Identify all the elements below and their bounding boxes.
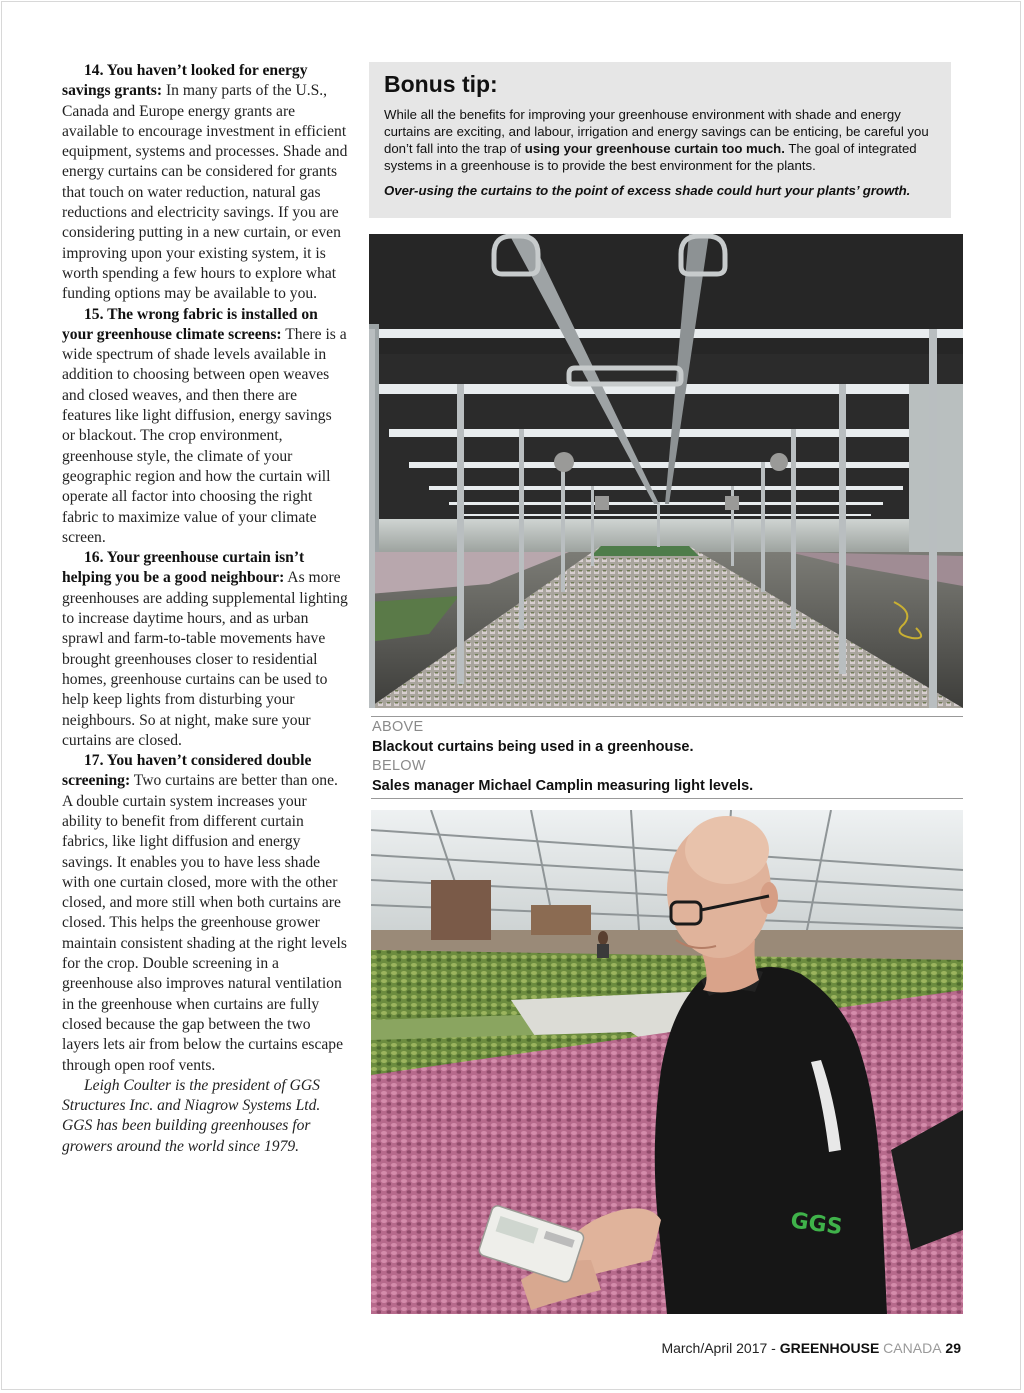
item-16-text: As more greenhouses are adding supplemental lighting to increase daytime hours, and as urban sprawl and farm-to-table movements have brought greenhouses closer to residential homes, greenhouse curtains can be used to help keep lights from disturbing your neighbours. So at night, make sure your curtains are closed. xyxy=(62,569,348,749)
caption-below-label: BELOW xyxy=(372,758,426,774)
photo-blackout-curtains xyxy=(369,234,963,708)
item-17-heading: 17. You haven’t considered double screening: xyxy=(62,752,312,790)
footer-country: CANADA xyxy=(879,1340,942,1356)
page-number: 29 xyxy=(941,1340,961,1356)
footer-issue: March/April 2017 - xyxy=(661,1340,780,1356)
bonus-tip-body-part2: The goal of integrated systems in a greenhouse is to provide the best environment for the plants. xyxy=(384,141,917,174)
item-15-text: There is a wide spectrum of shade levels available in addition to choosing between open weaves and closed weaves, and then there are features like light diffusion, energy savings or blackout. The crop environment, greenhouse style, the climate of your geographic region and how the curtain will operate all factor into choosing the right fabric to maximize value of your climate screen. xyxy=(62,325,347,546)
caption-above-text: Blackout curtains being used in a greenhouse. xyxy=(372,738,694,755)
item-14 xyxy=(62,61,348,305)
item-15 xyxy=(62,305,348,549)
greenhouse-curtains-illustration xyxy=(369,234,963,708)
ggs-shirt-logo: GGS xyxy=(788,1208,844,1241)
footer-brand: GREENHOUSE xyxy=(779,1340,880,1356)
article-column xyxy=(62,61,348,1157)
man-measuring-light-illustration xyxy=(371,810,963,1314)
item-15-heading: 15. The wrong fabric is installed on your greenhouse climate screens: xyxy=(62,305,318,343)
caption-above-label: ABOVE xyxy=(372,719,424,735)
photo-light-measurement xyxy=(371,810,963,1314)
bonus-tip-title: Bonus tip: xyxy=(384,71,498,97)
caption-bottom-rule xyxy=(371,798,963,799)
page-footer xyxy=(661,1340,961,1356)
bonus-tip-emphasis: Over-using the curtains to the point of excess shade could hurt your plants’ growth. xyxy=(384,183,911,199)
item-16-heading: 16. Your greenhouse curtain isn’t helping you be a good neighbour: xyxy=(62,549,305,587)
item-14-text: In many parts of the U.S., Canada and Europe energy grants are available to encourage investment in efficient equipment, systems and processes. Shade and energy curtains can be considered for grants that touch on water reduction, natural gas reductions and electricity savings. If you are considering putting in a new curtain, or even improving upon your existing system, it is worth spending a few hours to explore what funding options may be available to you. xyxy=(62,82,348,303)
author-bio: Leigh Coulter is the president of GGS Structures Inc. and Niagrow Systems Ltd. GGS has been building greenhouses for growers around the world since 1979. xyxy=(62,1076,321,1155)
caption-top-rule xyxy=(371,716,963,717)
item-17-text: Two curtains are better than one. A double curtain system increases your ability to benefit from different curtain fabrics, like light diffusion and energy savings. It enables you to have less shade with one curtain closed, more with the other closed, and more still when both curtains are closed. This helps the greenhouse grower maintain consistent shading at the right levels for the crop. Double screening in a greenhouse also improves natural ventilation in the greenhouse when curtains are fully closed because the gap between the two layers lets air from below the curtains escape through open roof vents. xyxy=(62,772,347,1074)
item-14-heading: 14. You haven’t looked for energy savings grants: xyxy=(62,62,308,100)
photo-captions xyxy=(372,718,962,796)
caption-below-text: Sales manager Michael Camplin measuring light levels. xyxy=(372,777,754,794)
bonus-tip-body xyxy=(384,106,937,174)
bonus-tip-body-part1: While all the benefits for improving your greenhouse environment with shade and energy curtains are exciting, and labour, irrigation and energy savings can be enticing, be careful you don’t fall into the trap of xyxy=(384,107,929,157)
bonus-tip-box xyxy=(369,62,951,218)
bonus-tip-body-bold: using your greenhouse curtain too much. xyxy=(524,141,785,157)
item-16 xyxy=(62,548,348,751)
item-17 xyxy=(62,751,348,1076)
